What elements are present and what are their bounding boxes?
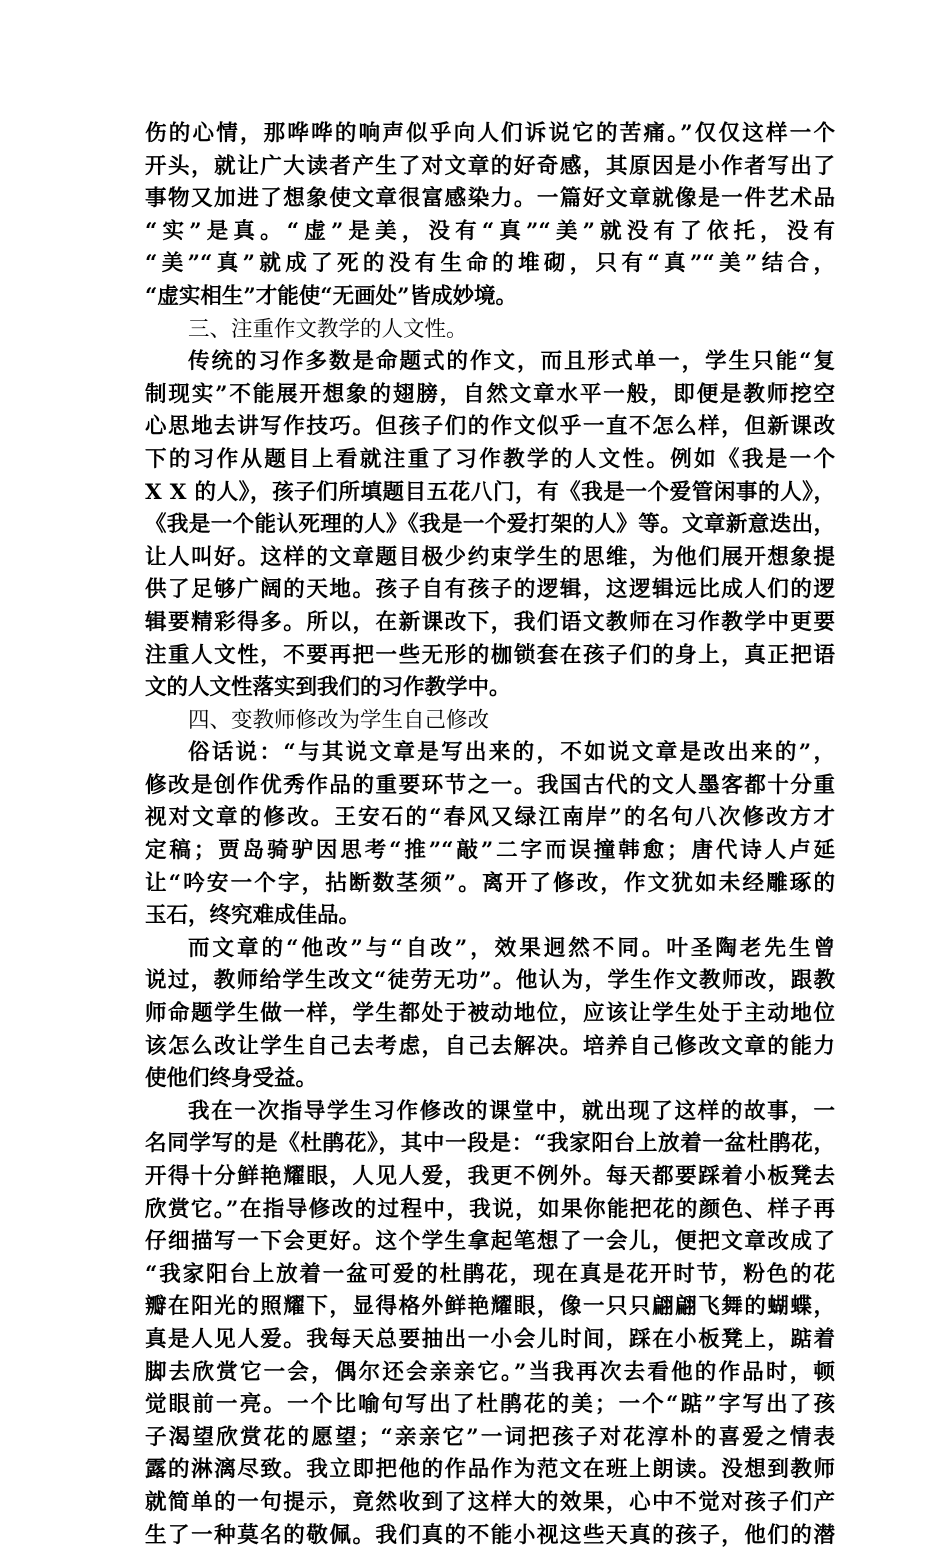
text-line: 辑要精彩得多。所以，在新课改下，我们语文教师在习作教学中更要 bbox=[145, 609, 835, 635]
text-line: “实”是真。“虚”是美，没有“真”“美”就没有了依托，没有 bbox=[145, 218, 835, 244]
text-line: “我家阳台上放着一盆可爱的杜鹃花，现在真是花开时节，粉色的花 bbox=[145, 1261, 835, 1287]
text-line: 定稿；贾岛骑驴因思考“推”“敲”二字而误撞韩愈；唐代诗人卢延 bbox=[145, 838, 835, 864]
text-line: 使他们终身受益。 bbox=[145, 1066, 318, 1092]
text-line: 俗话说：“与其说文章是写出来的，不如说文章是改出来的”， bbox=[188, 740, 835, 766]
text-line: 仔细描写一下会更好。这个学生拿起笔想了一会儿，便把文章改成了 bbox=[145, 1229, 835, 1255]
text-line: 制现实”不能展开想象的翅膀，自然文章水平一般，即便是教师挖空 bbox=[145, 381, 835, 407]
text-line: 脚去欣赏它一会，偶尔还会亲亲它。”当我再次去看他的作品时，顿 bbox=[145, 1359, 835, 1385]
text-line: 就简单的一句提示，竟然收到了这样大的效果，心中不觉对孩子们产 bbox=[145, 1489, 835, 1515]
text-line: 真是人见人爱。我每天总要抽出一小会儿时间，踩在小板凳上，踮着 bbox=[145, 1326, 835, 1352]
text-line: 下的习作从题目上看就注重了习作教学的人文性。例如《我是一个 bbox=[145, 446, 835, 472]
text-line: 该怎么改让学生自己去考虑，自己去解决。培养自己修改文章的能力 bbox=[145, 1033, 835, 1059]
text-line: 开头，就让广大读者产生了对文章的好奇感，其原因是小作者写出了 bbox=[145, 153, 835, 179]
text-line: 露的淋漓尽致。我立即把他的作品作为范文在班上朗读。没想到教师 bbox=[145, 1457, 835, 1483]
text-line: X X 的人》，孩子们所填题目五花八门，有《我是一个爱管闲事的人》， bbox=[145, 479, 835, 505]
body-text bbox=[145, 118, 835, 1552]
section-heading: 四、变教师修改为学生自己修改 bbox=[188, 707, 490, 733]
text-line: 我在一次指导学生习作修改的课堂中，就出现了这样的故事，一 bbox=[188, 1098, 835, 1124]
text-line: 文的人文性落实到我们的习作教学中。 bbox=[145, 675, 511, 701]
text-line: “虚实相生”才能使“无画处”皆成妙境。 bbox=[145, 283, 517, 309]
text-line: 玉石，终究难成佳品。 bbox=[145, 903, 361, 929]
text-line: 让“吟安一个字，拈断数茎须”。离开了修改，作文犹如未经雕琢的 bbox=[145, 870, 835, 896]
text-line: 让人叫好。这样的文章题目极少约束学生的思维，为他们展开想象提 bbox=[145, 544, 835, 570]
text-line: 说过，教师给学生改文“徒劳无功”。他认为，学生作文教师改，跟教 bbox=[145, 968, 835, 994]
text-line: 子渴望欣赏花的愿望；“亲亲它”一词把孩子对花淳朴的喜爱之情表 bbox=[145, 1424, 835, 1450]
text-line: 《我是一个能认死理的人》《我是一个爱打架的人》等。文章新意迭出， bbox=[145, 512, 835, 538]
text-line: 师命题学生做一样，学生都处于被动地位，应该让学生处于主动地位 bbox=[145, 1001, 835, 1027]
text-line: 欣赏它。”在指导修改的过程中，我说，如果你能把花的颜色、样子再 bbox=[145, 1196, 835, 1222]
text-line: 伤的心情，那哗哗的响声似乎向人们诉说它的苦痛。”仅仅这样一个 bbox=[145, 121, 835, 146]
text-line: 名同学写的是《杜鹃花》，其中一段是：“我家阳台上放着一盆杜鹃花， bbox=[145, 1131, 835, 1157]
text-line: 传统的习作多数是命题式的作文，而且形式单一，学生只能“复 bbox=[188, 349, 835, 375]
text-line: 而文章的“他改”与“自改”，效果迥然不同。叶圣陶老先生曾 bbox=[188, 935, 835, 961]
text-line: 视对文章的修改。王安石的“春风又绿江南岸”的名句八次修改方才 bbox=[145, 805, 835, 831]
text-line: 事物又加进了想象使文章很富感染力。一篇好文章就像是一件艺术品 bbox=[145, 186, 835, 212]
text-line: 觉眼前一亮。一个比喻句写出了杜鹃花的美；一个“踮”字写出了孩 bbox=[145, 1392, 835, 1418]
text-line: 供了足够广阔的天地。孩子自有孩子的逻辑，这逻辑远比成人们的逻 bbox=[145, 577, 835, 603]
text-line: 瓣在阳光的照耀下，显得格外鲜艳耀眼，像一只只翩翩飞舞的蝴蝶， bbox=[145, 1294, 835, 1320]
text-line: 心思地去讲写作技巧。但孩子们的作文似乎一直不怎么样，但新课改 bbox=[145, 414, 835, 440]
text-line: 生了一种莫名的敬佩。我们真的不能小视这些天真的孩子，他们的潜 bbox=[145, 1522, 835, 1548]
section-heading: 三、注重作文教学的人文性。 bbox=[188, 316, 468, 342]
text-line: “美”“真”就成了死的没有生命的堆砌，只有“真”“美”结合， bbox=[145, 251, 835, 277]
text-line: 开得十分鲜艳耀眼，人见人爱，我更不例外。每天都要踩着小板凳去 bbox=[145, 1164, 835, 1189]
text-line: 注重人文性，不要再把一些无形的枷锁套在孩子们的身上，真正把语 bbox=[145, 642, 835, 668]
text-line: 修改是创作优秀作品的重要环节之一。我国古代的文人墨客都十分重 bbox=[145, 772, 835, 798]
